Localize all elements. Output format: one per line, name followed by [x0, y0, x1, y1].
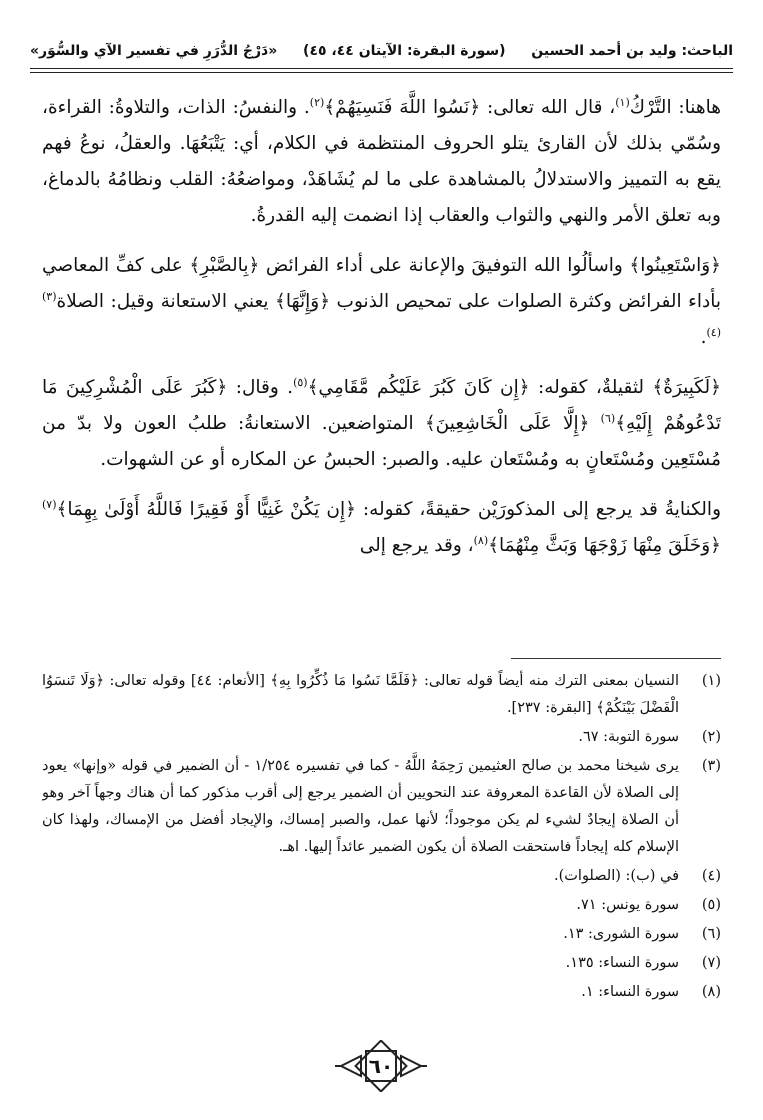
footnote-text: سورة يونس: ٧١.	[576, 897, 679, 913]
quran-verse: ﴿بِالصَّبْرِ﴾	[189, 255, 260, 276]
header-book-title: «دَرْجُ الدُّرَرِ في تفسير الآي والسُّوَر»	[30, 43, 278, 59]
main-text	[42, 90, 721, 650]
footnote-ref: (٧)	[42, 497, 57, 511]
footnote-item	[42, 892, 721, 919]
quran-verse: ﴿وَإِنَّهَا﴾	[275, 291, 331, 312]
quran-verse: ﴿لَكَبِيرَةٌ﴾	[652, 377, 721, 398]
quran-verse: ﴿كَبُرَ عَلَى الْمُشْرِكِينَ مَا تَدْعُوهُمْ إِلَيْهِ﴾	[42, 377, 721, 434]
footnote-number: (٢)	[701, 729, 721, 745]
footnote-ref: (٣)(٤)	[42, 289, 721, 339]
footnote-number: (١)	[701, 673, 721, 689]
footnote-item	[42, 724, 721, 751]
footnote-item	[42, 863, 721, 890]
footnote-number: (٣)	[701, 758, 721, 774]
footnote-ref: (٢)	[309, 95, 325, 109]
footnote-text: سورة النساء: ١.	[581, 984, 679, 1000]
quran-verse: ﴿إِن كَانَ كَبُرَ عَلَيْكُم مَّقَامِي﴾	[307, 377, 530, 398]
quran-verse: ﴿نَسُوا اللَّهَ فَنَسِيَهُمْ﴾	[324, 97, 481, 118]
page-number-ornament	[331, 1040, 431, 1092]
quran-verse: ﴿وَاسْتَعِينُوا﴾	[629, 255, 721, 276]
quran-verse: ﴿وَخَلَقَ مِنْهَا زَوْجَهَا وَبَثَّ مِنْهُمَا﴾	[488, 535, 721, 556]
footnote-item	[42, 753, 721, 861]
footnote-text: النسيان بمعنى الترك منه أيضاً قوله تعالى: ﴿فَلَمَّا نَسُوا مَا ذُكِّرُوا بِهِ﴾ [الأنعام: ٤٤] وقوله تعالى: ﴿وَلَا تَنسَوُا الْفَضْلَ بَيْنَكُمْ﴾ [البقرة: ٢٣٧].	[42, 673, 680, 716]
paragraph-4: والكنايةُ قد يرجع إلى المذكورَيْن حقيقةً، كقوله: ﴿إِن يَكُنْ غَنِيًّا أَوْ فَقِيرًا فَاللَّهُ أَوْلَىٰ بِهِمَا﴾$^{(٧)}$ ﴿وَخَلَقَ مِنْهَا زَوْجَهَا وَبَثَّ مِنْهُمَا﴾$^{(٨)}$، وقد يرجع إلى	[42, 497, 721, 556]
header-rule-thin	[30, 72, 733, 73]
footnote-text: سورة الشورى: ١٣.	[563, 926, 679, 942]
footnote-separator	[511, 658, 721, 659]
footnote-item	[42, 950, 721, 977]
footnote-item	[42, 668, 721, 722]
footnote-text: في (ب): (الصلوات).	[554, 868, 679, 884]
footnote-item	[42, 979, 721, 1006]
footnote-number: (٨)	[701, 984, 721, 1000]
footnote-item	[42, 921, 721, 948]
quran-verse: ﴿إِن يَكُنْ غَنِيًّا أَوْ فَقِيرًا فَاللَّهُ أَوْلَىٰ بِهِمَا﴾	[56, 499, 356, 520]
header-rule	[30, 68, 733, 69]
footnote-number: (٤)	[701, 868, 721, 884]
header-author: الباحث: وليد بن أحمد الحسين	[531, 43, 733, 59]
footnote-ref: (٨)	[473, 533, 489, 547]
paragraph-1: هاهنا: التَّرْكُ$^{(١)}$، قال الله تعالى: ﴿نَسُوا اللَّهَ فَنَسِيَهُمْ﴾$^{(٢)}$. والنفسُ: الذات، والتلاوةُ: القراءة، وسُمّي بذلك لأن القارئ يتلو الحروف المنتظمة في الكلام، أي: يَتْبَعُهَا. والعقلُ، نوعُ فهم يقع به التمييز والاستدلالُ بالمشاهدة على ما لم يُشَاهَدْ، ومواضعُهُ: القلب ونظامُهُ بالدماغ، وبه تعلق الأمر والنهي والثواب والعقاب إذا انضمت إليه القدرةُ.	[42, 95, 721, 226]
paragraph-3: ﴿لَكَبِيرَةٌ﴾ لثقيلةٌ، كقوله: ﴿إِن كَانَ كَبُرَ عَلَيْكُم مَّقَامِي﴾$^{(٥)}$. وقال: ﴿كَبُرَ عَلَى الْمُشْرِكِينَ مَا تَدْعُوهُمْ إِلَيْهِ﴾$^{(٦)}$ ﴿إِلَّا عَلَى الْخَاشِعِينَ﴾ المتواضعين. الاستعانةُ: طلبُ العون ولا بدّ من مُسْتَعِين ومُسْتَعانٍ به ومُسْتَعان عليه. والصبر: الحبسُ عن المكاره أو عن الشهوات.	[42, 375, 721, 470]
footnote-text: يرى شيخنا محمد بن صالح العثيمين رَحِمَهُ اللَّهُ - كما في تفسيره ١/٢٥٤ - أن الضمير في قوله «وإنها» يعود إلى الصلاة لأن القاعدة المعروفة عند النحويين أن الضمير يرجع إلى أقرب مذكور كما أن هناك وجهاً آخر وهو أن الصلاة إيجادٌ لشيء لم يكن موجوداً؛ لأنها عمل، والصبر إمساك، والإيجاد أفضل من الإمساك، ولهذا كان الإسلام كله إيجاداً فاستحقت الصلاة أن يكون الضمير عائداً إليها. اهـ.	[42, 758, 679, 855]
page-number: ٦٠	[368, 1054, 394, 1078]
footnote-ref: (٥)	[293, 375, 308, 389]
footnote-number: (٦)	[701, 926, 721, 942]
footnote-text: سورة النساء: ١٣٥.	[565, 955, 679, 971]
footnote-ref: (٦)	[600, 411, 616, 425]
footnote-number: (٧)	[701, 955, 721, 971]
page-header	[30, 36, 733, 66]
paragraph-2: ﴿وَاسْتَعِينُوا﴾ واسألُوا الله التوفيقَ والإعانة على أداء الفرائض ﴿بِالصَّبْرِ﴾ على كفِّ المعاصي بأداء الفرائض وكثرة الصلوات على تمحيص الذنوب ﴿وَإِنَّهَا﴾ يعني الاستعانة وقيل: الصلاة$^{(٣)(٤)}$.	[42, 255, 721, 348]
footnotes	[42, 668, 721, 1048]
footnote-ref: (١)	[615, 95, 630, 109]
quran-verse: ﴿إِلَّا عَلَى الْخَاشِعِينَ﴾	[424, 413, 590, 434]
footnote-text: سورة التوبة: ٦٧.	[578, 729, 679, 745]
footnote-number: (٥)	[701, 897, 721, 913]
header-section: (سورة البقرة: الآيتان ٤٤، ٤٥)	[303, 43, 506, 59]
